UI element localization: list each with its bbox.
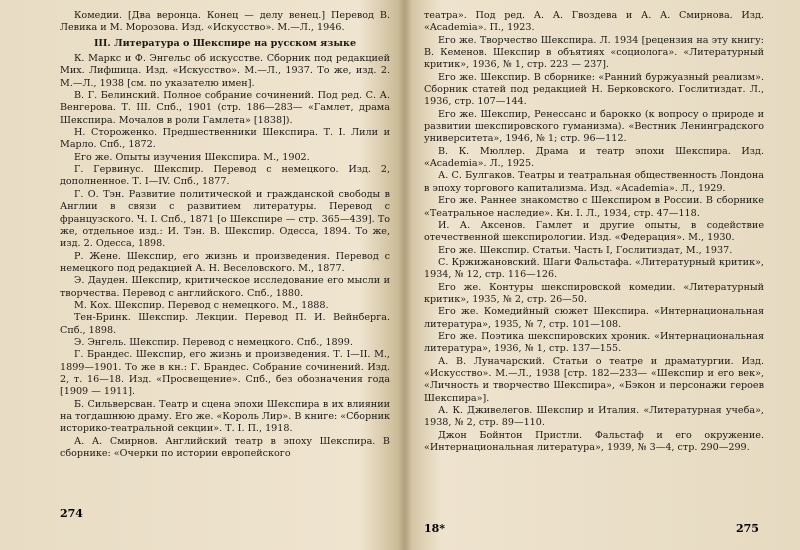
bib-entry: Э. Дауден. Шекспир, критическое исследование его мысли и творчества. Перевод с английского. Спб., 1880. xyxy=(60,275,390,299)
bib-entry: Тен-Бринк. Шекспир. Лекции. Перевод П. И. Вейнберга. Спб., 1898. xyxy=(60,312,390,336)
bib-entry: С. Кржижановский. Шаги Фальстафа. «Литературный критик», 1934, № 12, стр. 116—126. xyxy=(424,256,764,281)
bib-entry: Г. Брандес. Шекспир, его жизнь и произведения. Т. I—II. М., 1899—1901. То же в кн.: Г. Брандес. Собрание сочинений. Изд. 2, т. 16—18. Изд. «Просвещение». Спб., без обозначения года [1909 — 1911]. xyxy=(60,349,390,398)
bib-entry: Б. Сильверсван. Театр и сцена эпохи Шекспира в их влиянии на тогдашнюю драму. Его же. «Король Лир». В книге: «Сборник историко-театральной секции». Т. I. П., 1918. xyxy=(60,398,390,435)
bib-entry: Его же. Шекспир, Ренессанс и барокко (к вопросу о природе и развитии шекспировского гуманизма). «Вестник Ленинградского университета», 1946, № 1; стр. 96—112. xyxy=(424,108,764,145)
left-page xyxy=(60,10,390,540)
bib-entry: Его же. Опыты изучения Шекспира. М., 1902. xyxy=(74,151,310,163)
section-heading: III. Литература о Шекспире на русском языке xyxy=(93,37,357,49)
printer-signature: 18* xyxy=(424,522,446,535)
bib-entry: Его же. Творчество Шекспира. Л. 1934 [рецензия на эту книгу: В. Кеменов. Шекспир в объятиях «социолога». «Литературный критик», 1936, № 1, стр. 223 — 237]. xyxy=(424,34,764,71)
bib-entry: М. Кох. Шекспир. Перевод с немецкого. М., 1888. xyxy=(74,299,329,311)
bib-entry: Его же. Шекспир. В сборнике: «Ранний буржуазный реализм». Сборник статей под редакцией Н. Берковского. Гослитиздат. Л., 1936, стр. 107—144. xyxy=(424,71,764,108)
bib-entry-continued: театра». Под ред. А. А. Гвоздева и А. А. Смирнова. Изд. «Academia». П., 1923. xyxy=(424,10,764,34)
bib-entry: Его же. Контуры шекспировской комедии. «Литературный критик», 1935, № 2, стр. 26—50. xyxy=(424,281,764,305)
bib-entry: К. Маркс и Ф. Энгельс об искусстве. Сборник под редакцией Мих. Лифшица. Изд. «Искусство». М.—Л., 1937. То же, изд. 2. М.—Л., 1938 [см. по указателю имен]. xyxy=(60,53,390,89)
right-page xyxy=(424,10,764,540)
bib-entry: Его же. Раннее знакомство с Шекспиром в России. В сборнике «Театральное наследие». Кн. I. Л., 1934, стр. 47—118. xyxy=(424,195,764,219)
bib-entry: В. К. Мюллер. Драма и театр эпохи Шекспира. Изд. «Academia». Л., 1925. xyxy=(424,145,764,170)
page-number-right: 275 xyxy=(736,522,759,535)
left-top-entry: Комедии. [Два веронца. Конец — делу венец.] Перевод В. Левика и М. Морозова. Изд. «Искусство». М.—Л., 1946. xyxy=(60,10,390,34)
bib-entry: А. В. Луначарский. Статьи о театре и драматургии. Изд. «Искусство». М.—Л., 1938 [стр. 182—233— «Шекспир и его век», «Личность и творчество Шекспира», «Бэкон и персонажи героев Шекспира»]. xyxy=(424,355,764,404)
bib-entry: Его же. Шекспир. Статьи. Часть I, Гослитиздат, М., 1937. xyxy=(438,244,733,256)
bib-entry: Его же. Поэтика шекспировских хроник. «Интернациональная литература», 1936, № 1, стр. 137—155. xyxy=(424,330,764,355)
bib-entry: В. Г. Белинский. Полное собрание сочинений. Под ред. С. А. Венгерова. Т. III. Спб., 1901 (стр. 186—283— «Гамлет, драма Шекспира. Мочалов в роли Гамлета» [1838]). xyxy=(60,90,390,126)
bib-entry: Его же. Комедийный сюжет Шекспира. «Интернациональная литература», 1935, № 7, стр. 101—108. xyxy=(424,306,764,330)
bib-entry: И. А. Аксенов. Гамлет и другие опыты, в содействие отечественной шекспирологии. Изд. «Федерация». М., 1930. xyxy=(424,219,764,244)
page-number-left: 274 xyxy=(60,507,83,520)
bib-entry: Джон Бойнтон Пристли. Фальстаф и его окружение. «Интернациональная литература», 1939, № 3—4, стр. 290—299. xyxy=(424,429,764,454)
bib-entry: Г. О. Тэн. Развитие политической и гражданской свободы в Англии в связи с развитием литературы. Перевод с французского. Ч. I. Спб., 1871 [о Шекспире — стр. 365—439]. То же, отдельное изд.: И. Тэн. В. Шекспир. Одесса, 1894. То же, изд. 2. Одесса, 1898. xyxy=(60,188,390,250)
bib-entry: Э. Энгель. Шекспир. Перевод с немецкого. Спб., 1899. xyxy=(74,336,353,348)
bib-entry: Р. Жене. Шекспир, его жизнь и произведения. Перевод с немецкого под редакцией А. Н. Веселовского. М., 1877. xyxy=(60,250,390,274)
book-gutter xyxy=(398,0,412,550)
bib-entry: А. К. Дживелегов. Шекспир и Италия. «Литературная учеба», 1938, № 2, стр. 89—110. xyxy=(424,405,764,429)
bib-entry: А. А. Смирнов. Английский театр в эпоху Шекспира. В сборнике: «Очерки по истории европейского xyxy=(60,435,390,460)
bib-entry: Г. Гервинус. Шекспир. Перевод с немецкого. Изд. 2, дополненное. Т. I—IV. Спб., 1877. xyxy=(60,164,390,188)
bib-entry: А. С. Булгаков. Театры и театральная общественность Лондона в эпоху торгового капитализма. Изд. «Academia». Л., 1929. xyxy=(424,170,764,194)
bib-entry: Н. Стороженко. Предшественники Шекспира. Т. I. Лили и Марло. Спб., 1872. xyxy=(60,127,390,151)
